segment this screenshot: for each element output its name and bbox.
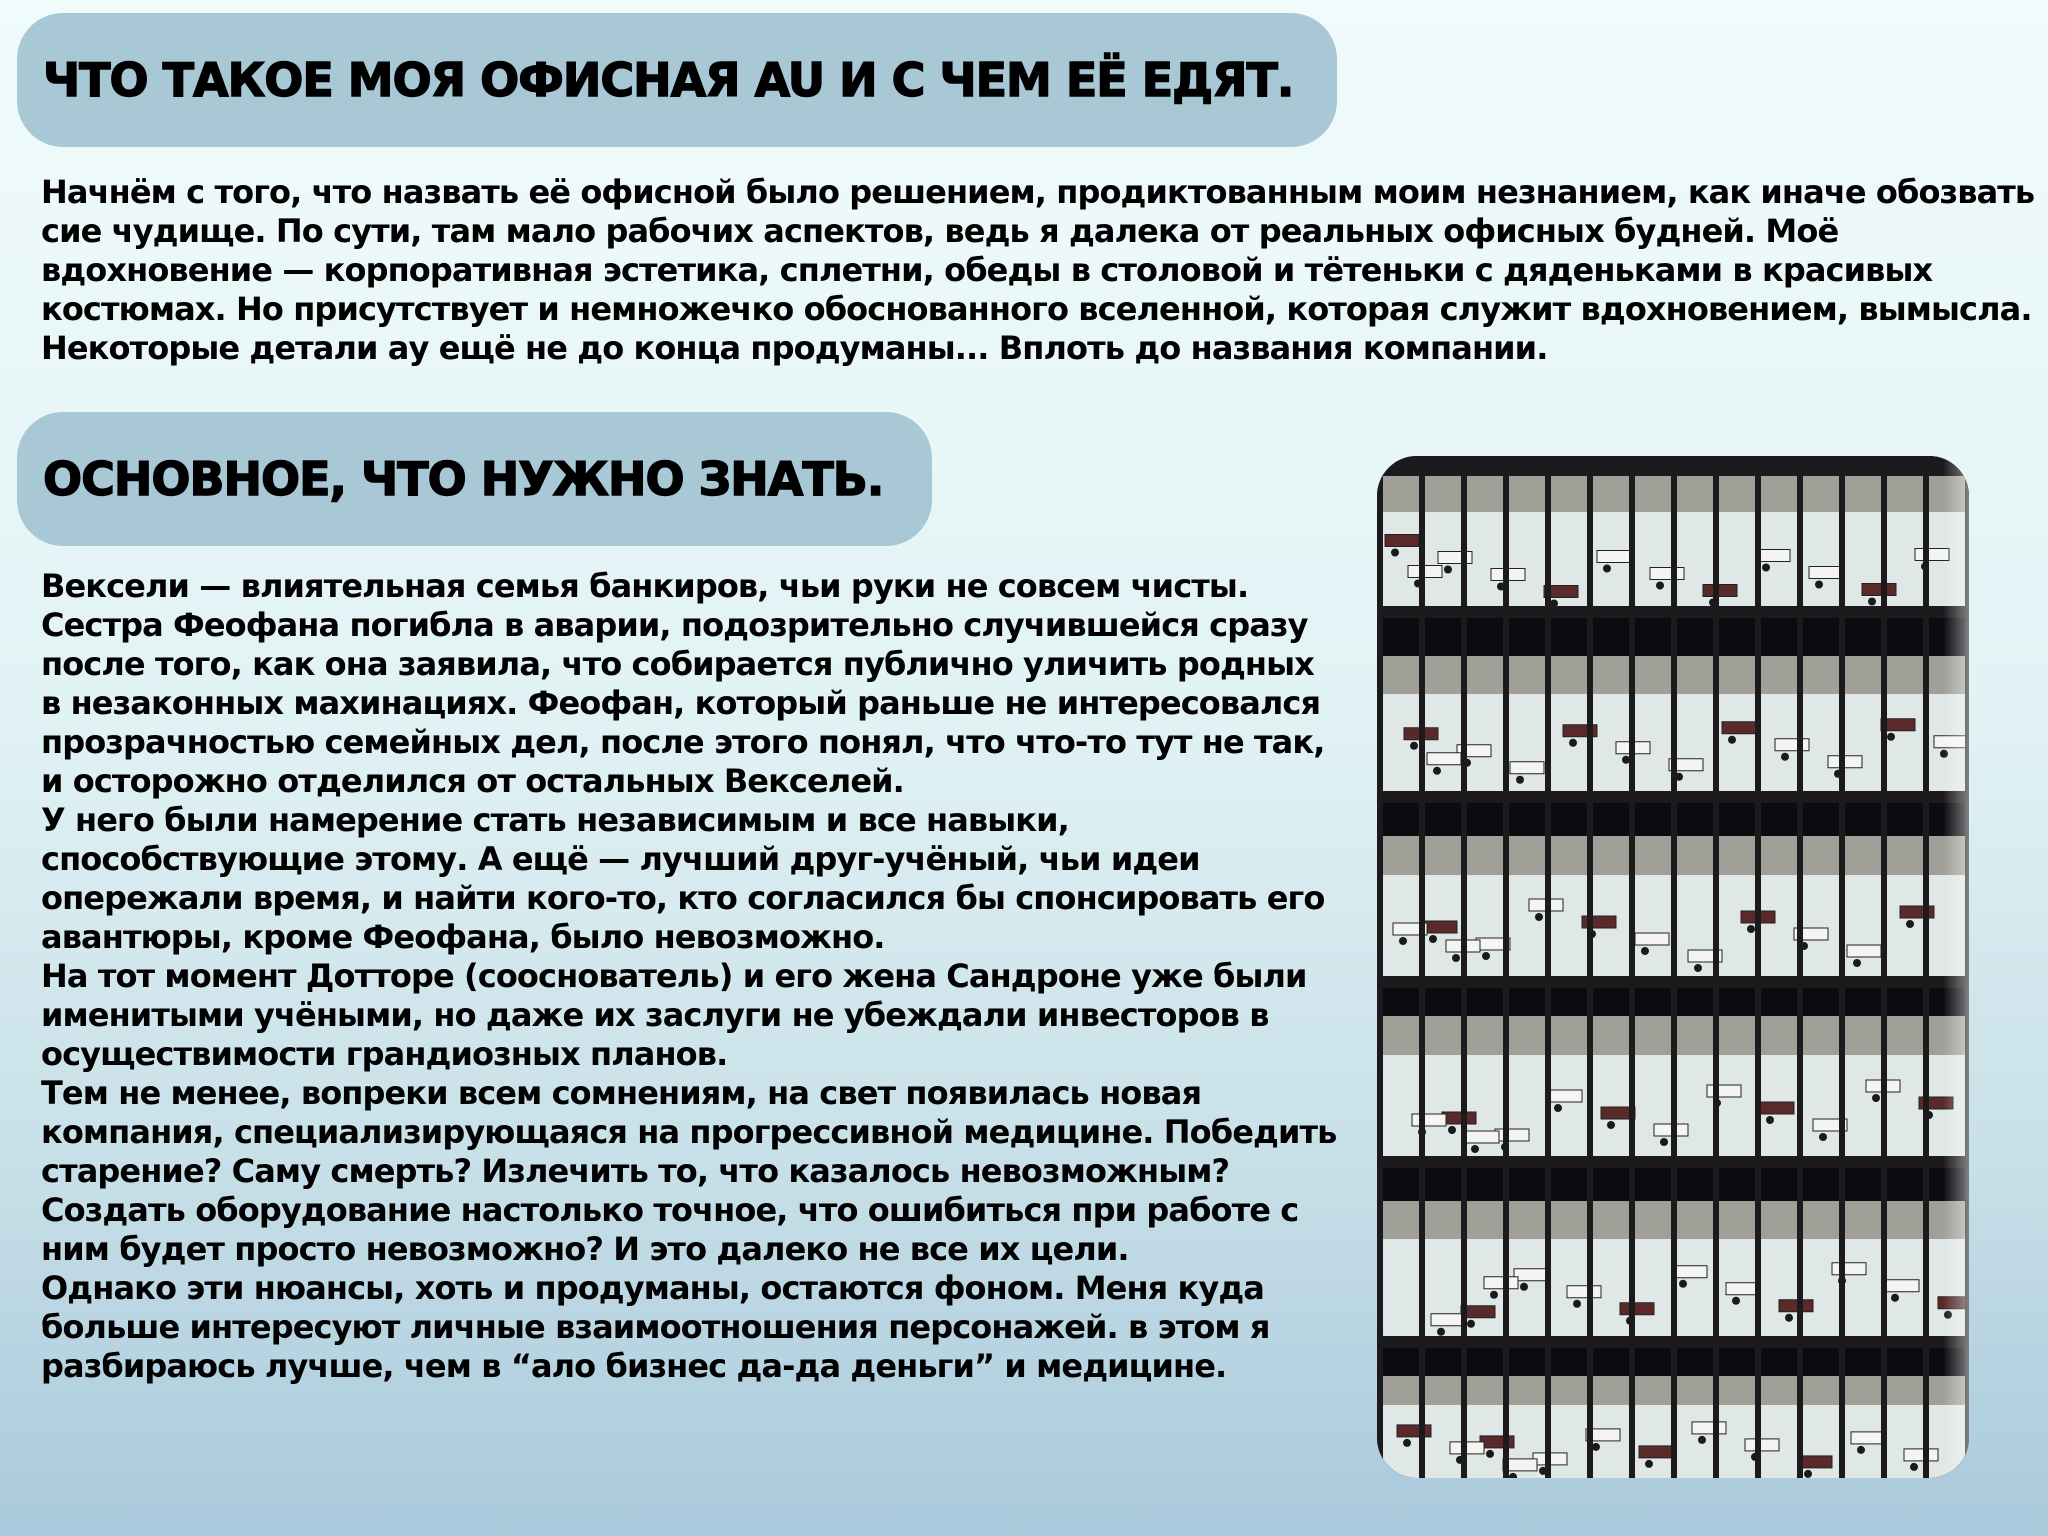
section-banner (17, 412, 932, 546)
intro-text (41, 173, 2036, 368)
body-paragraph: Тем не менее, вопреки всем сомнениям, на свет появилась новая компания, специализирующаяся на прогрессивной медицине. Победить старение? Саму смерть? Излечить то, что казалось невозможным? Создать оборудование настолько точное, что ошибиться при работе с ним будет просто невозможно? И это далеко не все их цели. (41, 1074, 1337, 1268)
body-paragraph: Вексели — влиятельная семья банкиров, чьи руки не совсем чисты. Сестра Феофана погибла в аварии, подозрительно случившейся сразу после того, как она заявила, что собирается публично уличить родных в незаконных махинациях. Феофан, который раньше не интересовался прозрачностью семейных дел, после этого понял, что что-то тут не так, и осторожно отделился от остальных Векселей. (41, 567, 1325, 800)
section-title: ОСНОВНОЕ, ЧТО НУЖНО ЗНАТЬ. (43, 452, 884, 506)
page-title: ЧТО ТАКОЕ МОЯ ОФИСНАЯ AU И С ЧЕМ ЕЁ ЕДЯТ. (43, 53, 1294, 107)
office-windows-illustration (1377, 456, 1969, 1478)
title-banner (17, 13, 1337, 147)
office-building-photo (1377, 456, 1969, 1478)
main-text (41, 567, 1341, 1386)
body-paragraph: Однако эти нюансы, хоть и продуманы, остаются фоном. Меня куда больше интересуют личные взаимоотношения персонажей. в этом я разбираюсь лучше, чем в “ало бизнес да-да деньги” и медицине. (41, 1269, 1270, 1385)
body-paragraph: На тот момент Дотторе (сооснователь) и его жена Сандроне уже были именитыми учёными, но даже их заслуги не убеждали инвесторов в осуществимости грандиозных планов. (41, 957, 1307, 1073)
photo-glow (1943, 456, 1969, 1478)
intro-paragraph: Начнём с того, что назвать её офисной было решением, продиктованным моим незнанием, как иначе обозвать сие чудище. По сути, там мало рабочих аспектов, ведь я далека от реальных офисных будней. Моё вдохновение — корпоративная эстетика, сплетни, обеды в столовой и тётеньки с дяденьками в красивых костюмах. Но присутствует и немножечко обоснованного вселенной, которая служит вдохновением, вымысла. (41, 173, 2035, 328)
intro-paragraph: Некоторые детали ау ещё не до конца продуманы... Вплоть до названия компании. (41, 329, 1548, 367)
body-paragraph: У него были намерение стать независимым и все навыки, способствующие этому. А ещё — лучший друг-учёный, чьи идеи опережали время, и найти кого-то, кто согласился бы спонсировать его авантюры, кроме Феофана, было невозможно. (41, 801, 1325, 956)
